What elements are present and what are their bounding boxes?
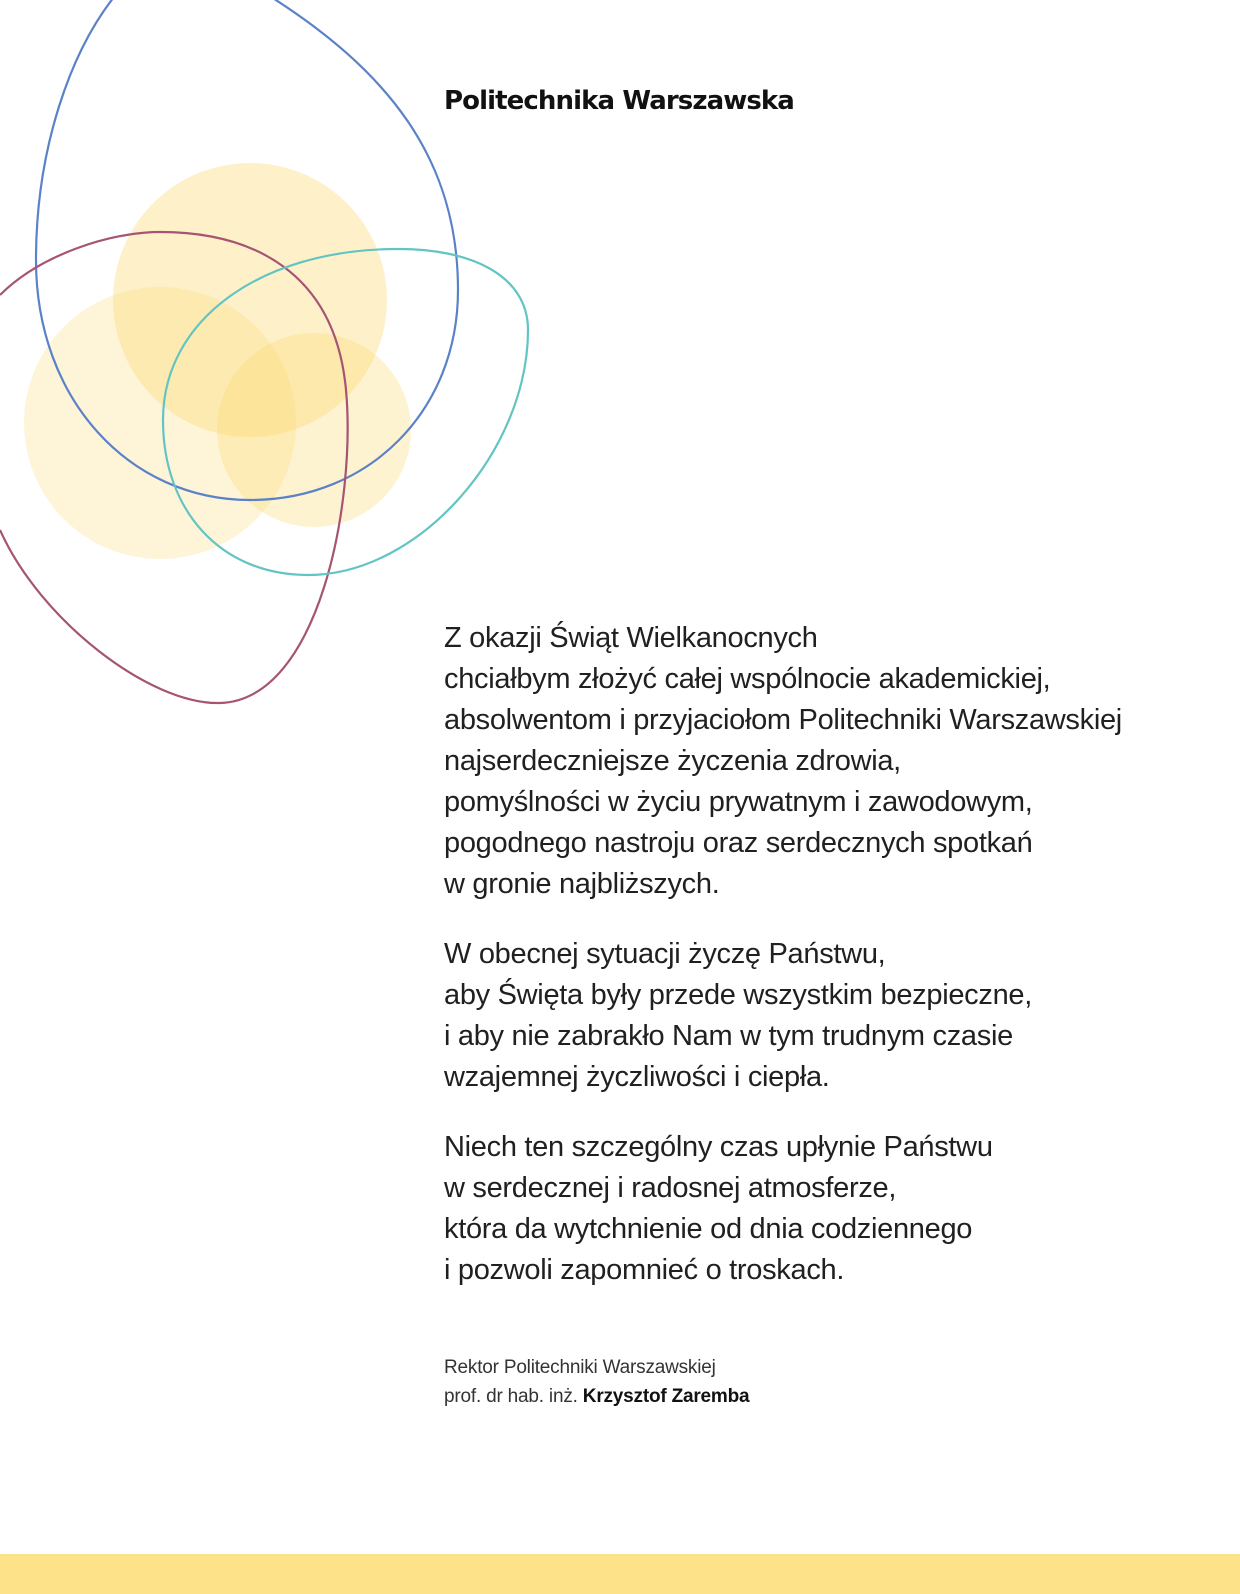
yellow-circle-small — [217, 333, 411, 527]
signature-name-line — [444, 1382, 749, 1411]
signature-title: Rektor Politechniki Warszawskiej — [444, 1357, 716, 1378]
letter-line: i pozwoli zapomnieć o troskach. — [444, 1254, 845, 1286]
letter-line: chciałbym złożyć całej wspólnocie akademickiej, — [444, 663, 1051, 695]
signature-degree: prof. dr hab. inż. — [444, 1386, 578, 1407]
signature-name: Krzysztof Zaremba — [582, 1386, 750, 1407]
paragraph-1 — [444, 618, 1204, 905]
paragraph-3 — [444, 1127, 1204, 1291]
letter-line: wzajemnej życzliwości i ciepła. — [444, 1061, 830, 1093]
letter-line: najserdeczniejsze życzenia zdrowia, — [444, 745, 901, 777]
letter-line: aby Święta były przede wszystkim bezpieczne, — [444, 979, 1032, 1011]
letter-line: absolwentom i przyjaciołom Politechniki Warszawskiej — [444, 704, 1122, 736]
letter-line: i aby nie zabrakło Nam w tym trudnym czasie — [444, 1020, 1013, 1052]
letter-line: W obecnej sytuacji życzę Państwu, — [444, 938, 886, 970]
letter-line: w serdecznej i radosnej atmosferze, — [444, 1172, 897, 1204]
letter-line: pomyślności w życiu prywatnym i zawodowym, — [444, 786, 1033, 818]
yellow-circles — [24, 163, 411, 559]
letter-line: Niech ten szczególny czas upłynie Państwu — [444, 1131, 993, 1163]
signature-block — [444, 1353, 749, 1411]
letter-line: Z okazji Świąt Wielkanocnych — [444, 622, 818, 654]
letter-line: pogodnego nastroju oraz serdecznych spotkań — [444, 827, 1033, 859]
paragraph-2 — [444, 934, 1204, 1098]
university-logo: Politechnika Warszawska — [444, 86, 794, 116]
greeting-letter — [444, 618, 1204, 1320]
letter-line: która da wytchnienie od dnia codziennego — [444, 1213, 973, 1245]
bottom-yellow-bar — [0, 1554, 1240, 1594]
letter-line: w gronie najbliższych. — [444, 868, 720, 900]
